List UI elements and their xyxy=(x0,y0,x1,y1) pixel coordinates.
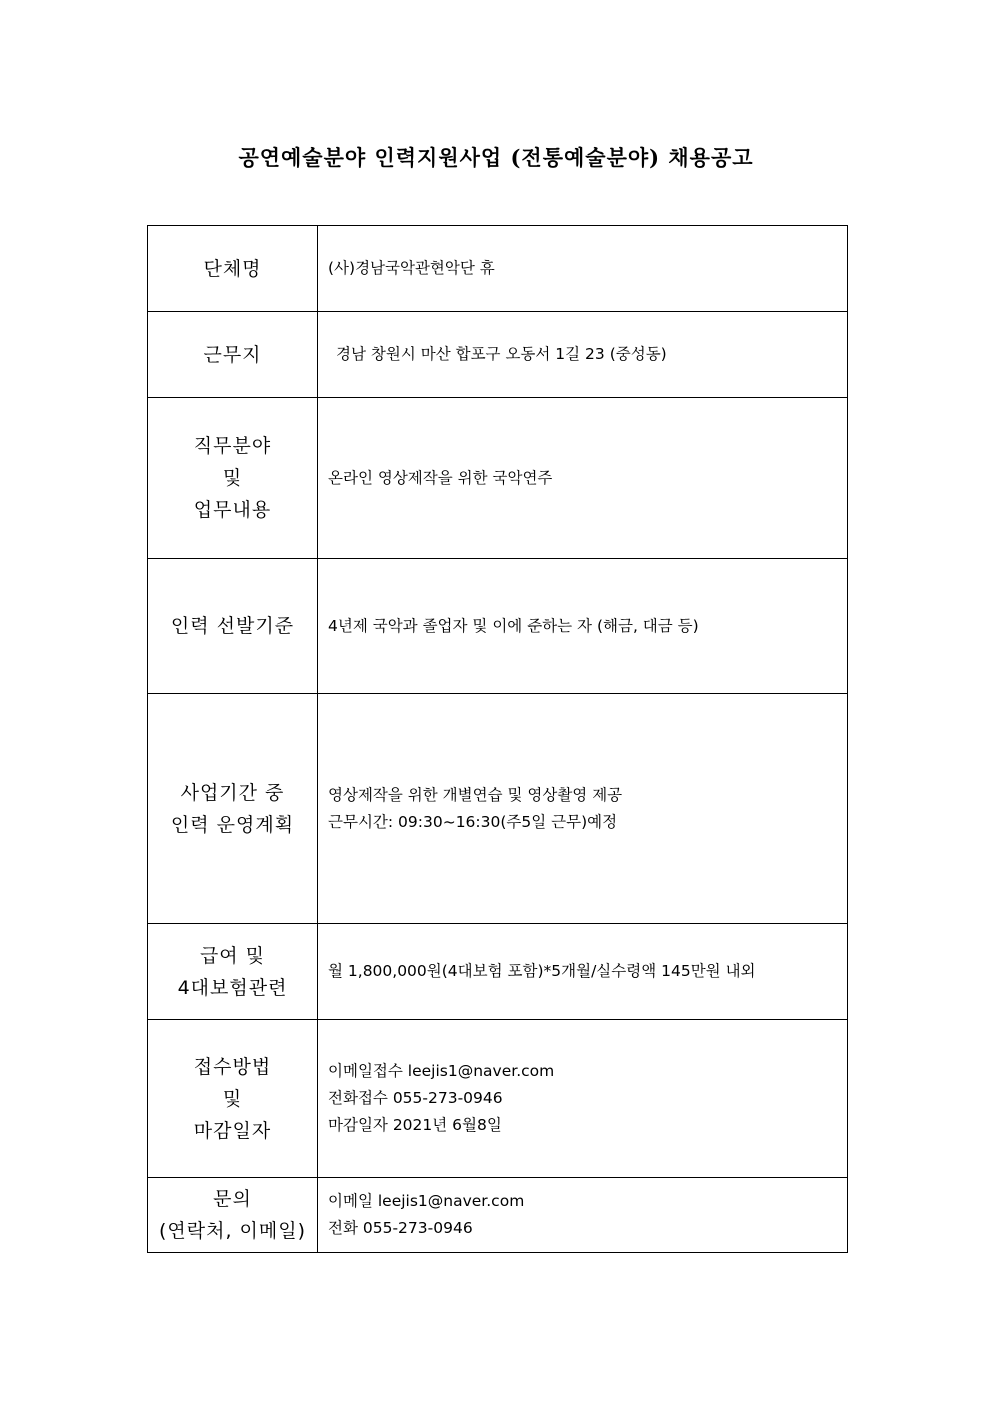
label-line: 단체명 xyxy=(203,257,262,280)
label-line: 업무내용 xyxy=(193,499,272,521)
job-field-value xyxy=(318,398,848,559)
application-label xyxy=(148,1020,318,1178)
value-line: 전화접수 055-273-0946 xyxy=(328,1089,503,1107)
label-line: 인력 선발기준 xyxy=(170,615,295,637)
value-line: (사)경남국악관현악단 휴 xyxy=(328,259,495,277)
value-line: 온라인 영상제작을 위한 국악연주 xyxy=(328,468,553,487)
workplace-label xyxy=(148,312,318,398)
organization-value xyxy=(318,226,848,312)
table-row-operation-plan xyxy=(148,694,848,924)
label-line: 급여 및 xyxy=(199,944,266,967)
label-line: 직무분야 xyxy=(193,435,272,457)
table-row-job-field xyxy=(148,398,848,559)
table-row-salary xyxy=(148,924,848,1020)
table-row-workplace xyxy=(148,312,848,398)
table-row-selection-criteria xyxy=(148,559,848,694)
table-row-application xyxy=(148,1020,848,1178)
value-line: 경남 창원시 마산 합포구 오동서 1길 23 (중성동) xyxy=(336,345,667,363)
label-line: 및 xyxy=(222,1087,243,1110)
salary-label xyxy=(148,924,318,1020)
value-line: 이메일 leejis1@naver.com xyxy=(328,1192,525,1210)
value-line: 마감일자 2021년 6월8일 xyxy=(328,1116,502,1134)
value-line: 영상제작을 위한 개별연습 및 영상촬영 제공 xyxy=(328,785,623,804)
selection-criteria-label xyxy=(148,559,318,694)
label-line: 근무지 xyxy=(203,343,262,366)
table-row-organization xyxy=(148,226,848,312)
workplace-value xyxy=(318,312,848,398)
operation-plan-label xyxy=(148,694,318,924)
page-title: 공연예술분야 인력지원사업 (전통예술분야) 채용공고 xyxy=(238,145,754,170)
application-value xyxy=(318,1020,848,1178)
label-line: 마감일자 xyxy=(193,1119,272,1142)
label-line: 인력 운영계획 xyxy=(170,813,295,836)
job-field-label xyxy=(148,398,318,559)
value-line: 근무시간: 09:30~16:30(주5일 근무)예정 xyxy=(328,812,618,831)
value-line: 4년제 국악과 졸업자 및 이에 준하는 자 (해금, 대금 등) xyxy=(328,616,699,635)
recruitment-notice-table xyxy=(147,225,848,1253)
contact-value xyxy=(318,1178,848,1253)
value-line: 이메일접수 leejis1@naver.com xyxy=(328,1062,555,1080)
table-row-contact xyxy=(148,1178,848,1253)
label-line: (연락처, 이메일) xyxy=(158,1220,307,1242)
value-line: 전화 055-273-0946 xyxy=(328,1219,473,1237)
salary-value xyxy=(318,924,848,1020)
operation-plan-value xyxy=(318,694,848,924)
label-line: 사업기간 중 xyxy=(180,781,285,804)
label-line: 4대보험관련 xyxy=(177,976,288,999)
label-line: 및 xyxy=(222,467,243,489)
value-line: 월 1,800,000원(4대보험 포함)*5개월/실수령액 145만원 내외 xyxy=(328,962,756,980)
label-line: 문의 xyxy=(213,1188,252,1210)
selection-criteria-value xyxy=(318,559,848,694)
contact-label xyxy=(148,1178,318,1253)
organization-label xyxy=(148,226,318,312)
label-line: 접수방법 xyxy=(193,1055,272,1078)
